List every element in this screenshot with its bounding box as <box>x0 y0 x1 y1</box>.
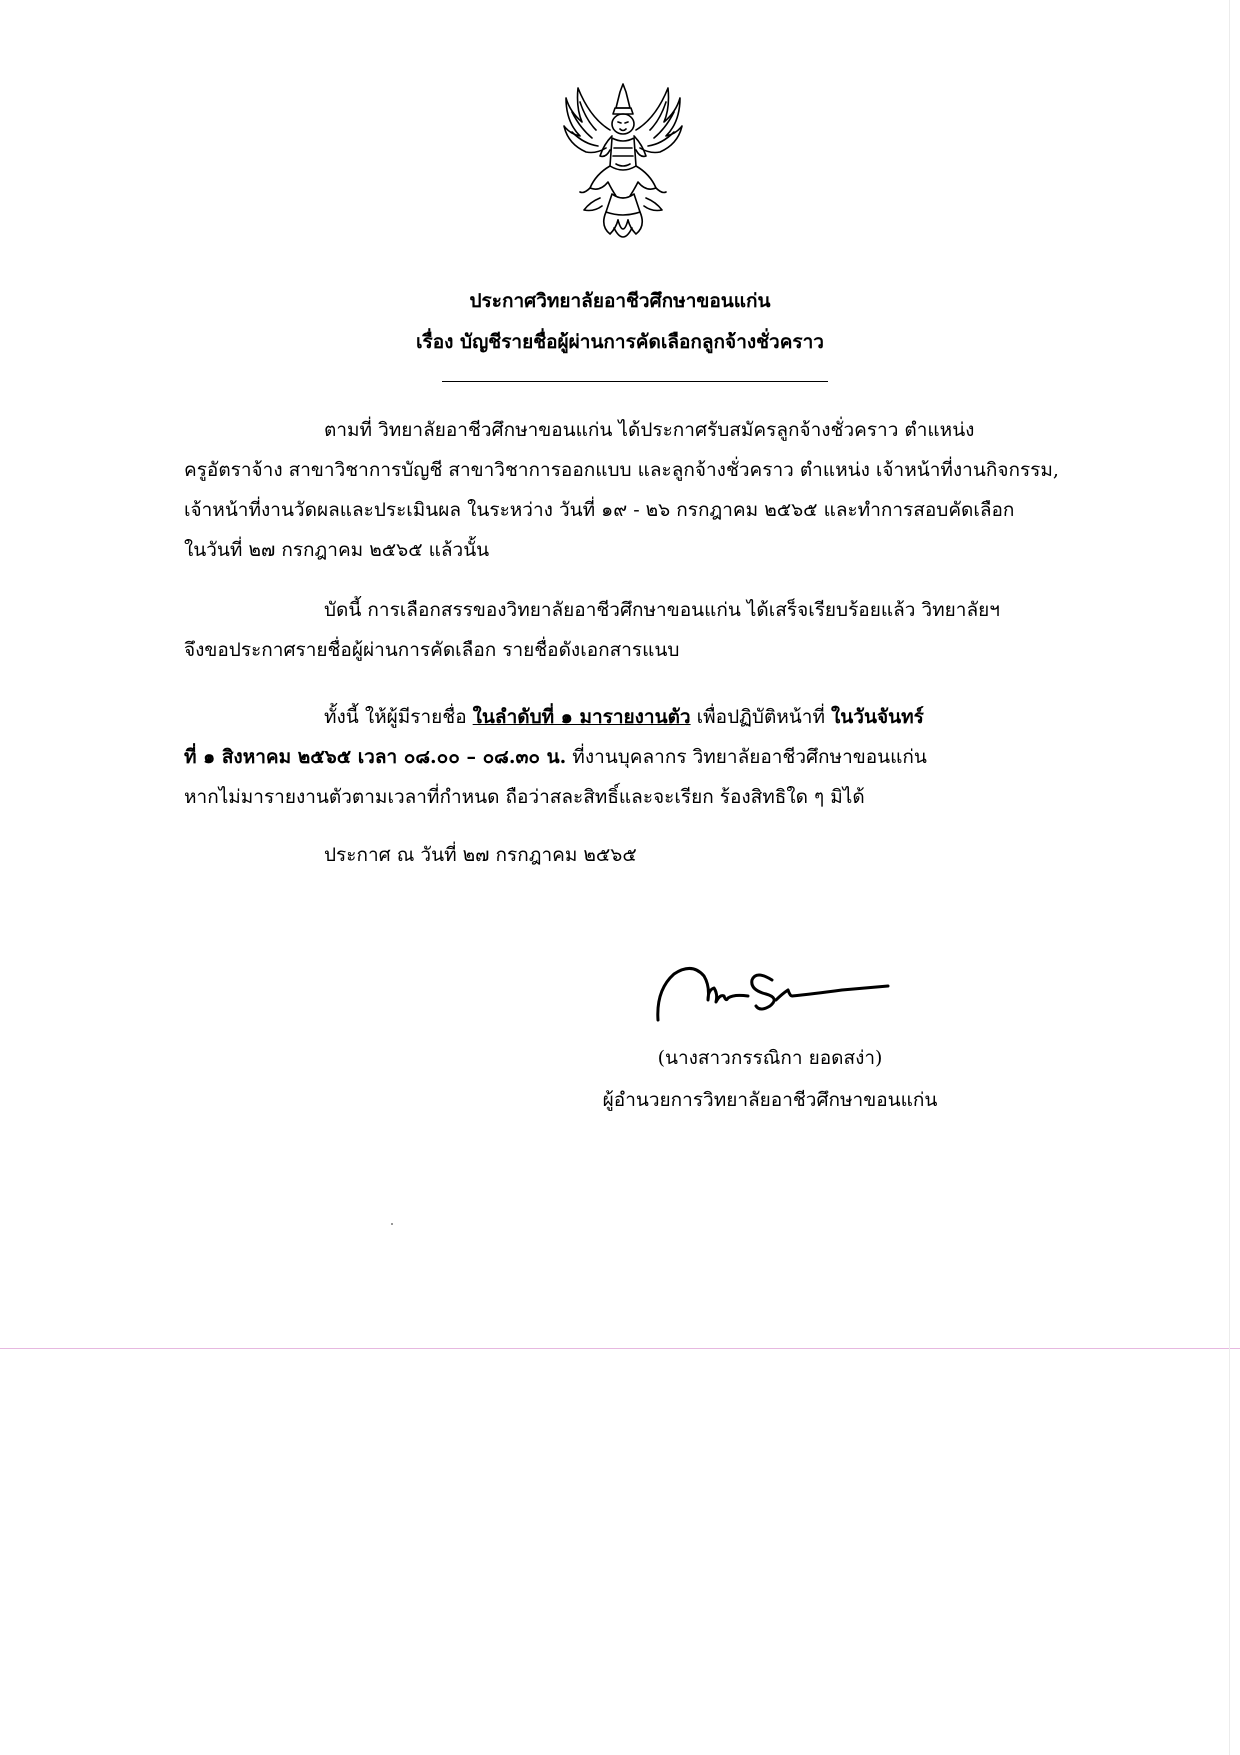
paragraph-line: ตามที่ วิทยาลัยอาชีวศึกษาขอนแก่น ได้ประกาศรับสมัครลูกจ้างชั่วคราว ตำแหน่ง <box>324 419 975 441</box>
report-rank-text: ในลำดับที่ ๑ มารายงานตัว <box>472 706 691 728</box>
report-date-time: ที่ ๑ สิงหาคม ๒๕๖๕ เวลา ๐๘.๐๐ – ๐๘.๓๐ น. <box>184 746 567 768</box>
paragraph-line: ในวันที่ ๒๗ กรกฎาคม ๒๕๖๕ แล้วนั้น <box>184 539 490 561</box>
announcement-date <box>184 835 1104 875</box>
title-underline <box>442 381 828 382</box>
announcement-subject: เรื่อง บัญชีรายชื่อผู้ผ่านการคัดเลือกลูกจ้างชั่วคราว <box>416 331 824 353</box>
paragraph-line: หากไม่มารายงานตัวตามเวลาที่กำหนด ถือว่าสละสิทธิ์และจะเรียก ร้องสิทธิใด ๆ มิได้ <box>184 786 865 808</box>
paragraph-background <box>184 410 1104 570</box>
page-fold-line <box>0 1348 1240 1349</box>
signer-name: (นางสาวกรรณิกา ยอดสง่า) <box>657 1047 883 1069</box>
paragraph-line: จึงขอประกาศรายชื่อผู้ผ่านการคัดเลือก รายชื่อดังเอกสารแนบ <box>184 639 680 661</box>
page-edge-line <box>1229 0 1230 1755</box>
paragraph-line: เจ้าหน้าที่งานวัดผลและประเมินผล ในระหว่าง วันที่ ๑๙ - ๒๖ กรกฎาคม ๒๕๖๕ และทำการสอบคัดเลือก <box>184 499 1015 521</box>
signature-image <box>652 950 932 1030</box>
paragraph-result <box>184 590 1104 670</box>
report-duty-text: เพื่อปฏิบัติหน้าที่ <box>690 706 832 728</box>
paragraph-report-instructions <box>184 697 1104 817</box>
garuda-emblem-icon <box>560 78 686 250</box>
paragraph-line: บัดนี้ การเลือกสรรของวิทยาลัยอาชีวศึกษาขอนแก่น ได้เสร็จเรียบร้อยแล้ว วิทยาลัยฯ <box>324 599 1000 621</box>
report-day-text: ในวันจันทร์ <box>831 706 924 728</box>
report-location-text: ที่งานบุคลากร วิทยาลัยอาชีวศึกษาขอนแก่น <box>566 746 927 768</box>
paragraph-line <box>184 737 1104 777</box>
report-intro-text: ทั้งนี้ ให้ผู้มีรายชื่อ <box>324 706 473 728</box>
paragraph-line <box>184 697 1104 737</box>
paragraph-line: ครูอัตราจ้าง สาขาวิชาการบัญชี สาขาวิชาการออกแบบ และลูกจ้างชั่วคราว ตำแหน่ง เจ้าหน้าที่งานกิจกรรม, <box>184 459 1059 481</box>
signer-position: ผู้อำนวยการวิทยาลัยอาชีวศึกษาขอนแก่น <box>602 1089 938 1111</box>
announcement-title: ประกาศวิทยาลัยอาชีวศึกษาขอนแก่น <box>469 290 771 312</box>
scan-speck <box>391 1223 393 1225</box>
announcement-date-text: ประกาศ ณ วันที่ ๒๗ กรกฎาคม ๒๕๖๕ <box>324 844 637 866</box>
